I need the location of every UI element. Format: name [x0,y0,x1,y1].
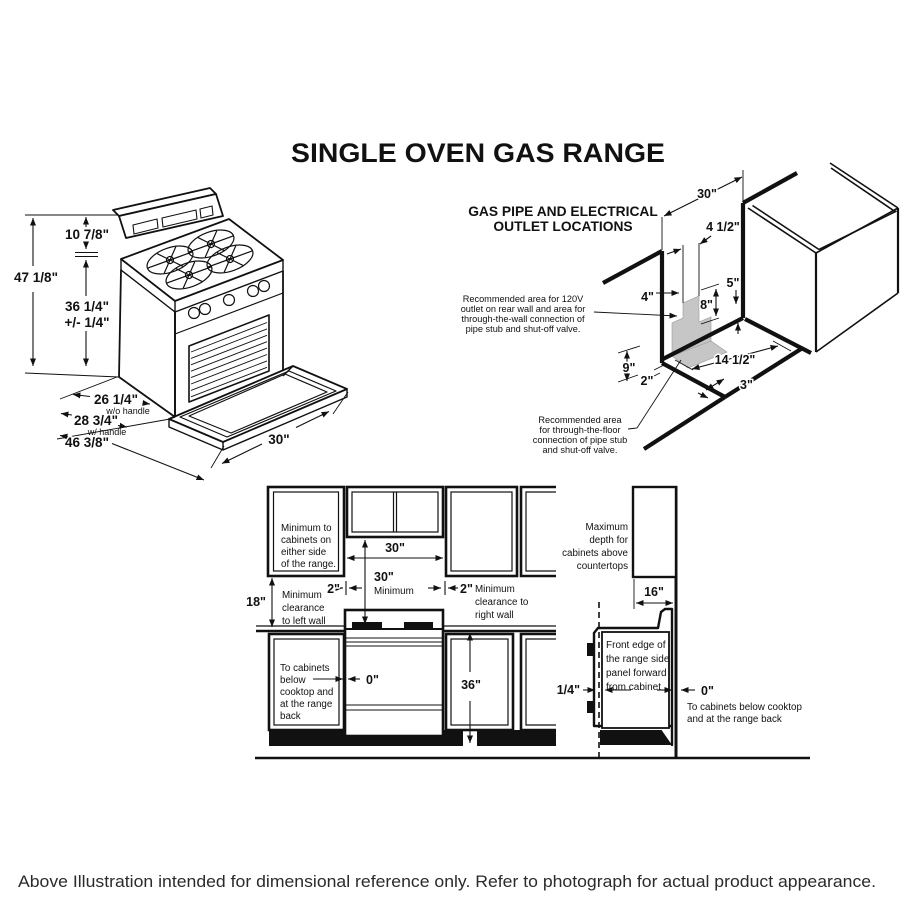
dim-backsplash-height: 10 7/8" [65,227,109,242]
front-clearance-view [246,487,556,747]
floor-note-line4: and shut-off valve. [542,445,618,455]
dim-cabinet-depth: 16" [644,585,664,599]
floor-note-line1: Recommended area [538,415,622,425]
wall-outlet-note [461,294,586,334]
gas-heading-line2: OUTLET LOCATIONS [493,219,633,234]
dim-front-offset: 1/4" [556,683,580,697]
upper-note-line3: either side [281,547,327,558]
left-wall-note [282,590,326,627]
dim-upper-cabinet-height: 18" [246,595,266,609]
wall-note-line4: pipe stub and shut-off valve. [465,324,581,334]
right-wall-note [475,584,529,621]
dim-gas-wall-width: 30" [697,187,717,201]
lower-note-line1: To cabinets [280,663,330,674]
gas-outlet-diagram [461,163,898,455]
dim-vertical-clearance-note: Minimum [374,586,414,597]
right-wall-note-line3: right wall [475,610,514,621]
dim-left-gap: 2" [327,582,340,596]
depth-note-line2: depth for [589,535,628,546]
dim-zero-clearance: 0" [366,673,379,687]
lower-note-line4: at the range [280,699,333,710]
dim-gas-outlet-offset: 4 1/2" [706,220,740,234]
dim-depth-with-handle-note: w/ handle [87,427,127,437]
panel-note-line4: from cabinet [606,682,662,693]
dim-total-height: 47 1/8" [14,270,58,285]
wall-note-line3: through-the-wall connection of [461,314,585,324]
upper-note-line2: cabinets on [281,535,332,546]
dim-back-gap: 0" [701,684,714,698]
range-front-elevation [345,610,443,736]
panel-note-line2: the range side [606,654,670,665]
gas-heading-line1: GAS PIPE AND ELECTRICAL [468,204,658,219]
page-title: SINGLE OVEN GAS RANGE [291,138,665,168]
upper-note-line4: of the range. [281,559,337,570]
lower-note-line3: cooktop and [280,687,334,698]
dim-cooktop-height: 36 1/4" [65,299,109,314]
control-strip-line [175,293,283,334]
wall-note-line2: outlet on rear wall and area for [460,304,586,314]
dim-depth-with-handle: 28 3/4" [74,413,118,428]
upper-note-line1: Minimum to [281,523,332,534]
depth-note-line3: cabinets above [562,548,628,559]
dim-opening-width: 30" [385,541,405,555]
floor-note-line2: for through-the-floor [539,425,621,435]
cabinet-depth-note [562,522,629,572]
left-wall-note-line3: to left wall [282,616,326,627]
wall-note-leader [594,312,677,316]
dim-counter-height: 36" [461,678,481,692]
dim-depth-no-handle-note: w/o handle [106,406,150,416]
panel-note-line1: Front edge of [606,640,666,651]
dim-gas-floor-area-width: 14 1/2" [714,353,756,367]
floor-connection-note [533,415,628,455]
depth-note-line4: countertops [576,561,628,572]
back-clearance-note [687,702,802,725]
dim-depth-door-open: 46 3/8" [65,435,109,450]
dim-gas-floor-side: 3" [740,378,753,392]
dim-depth-no-handle: 26 1/4" [94,392,138,407]
dim-gas-floor-gap: 2" [640,374,654,388]
dim-cooktop-height-tolerance: +/- 1/4" [64,315,110,330]
back-note-line2: and at the range back [687,714,782,725]
lower-note-line5: back [280,711,301,722]
left-wall-note-line2: clearance [282,603,325,614]
dim-gas-corner-gap: 5" [726,276,740,290]
open-oven-door [169,366,347,450]
dim-gas-strip-width: 4" [641,290,654,304]
adjacent-cabinet [748,163,898,352]
dim-right-gap: 2" [460,582,473,596]
lower-note-line2: below [280,675,306,686]
right-wall-note-line1: Minimum [475,584,515,595]
dim-gas-notch-height: 8" [700,298,713,312]
right-wall-note-line2: clearance to [475,597,529,608]
back-note-line1: To cabinets below cooktop [687,702,802,713]
range-isometric-view [14,188,348,480]
dim-vertical-clearance: 30" [374,570,394,584]
floor-note-line3: connection of pipe stub [532,435,628,445]
dim-gas-floor-depth: 9" [622,361,636,375]
depth-note-line1: Maximum [585,522,628,533]
side-upper-cabinet [633,487,676,577]
disclaimer-caption: Above Illustration intended for dimensional reference only. Refer to photograph for actual product appearance. [18,872,876,891]
dim-range-width: 30" [268,432,290,447]
panel-note-line3: panel forward [606,668,667,679]
left-wall-note-line1: Minimum [282,590,322,601]
wall-note-line1: Recommended area for 120V [462,294,584,304]
side-clearance-view [557,486,803,757]
